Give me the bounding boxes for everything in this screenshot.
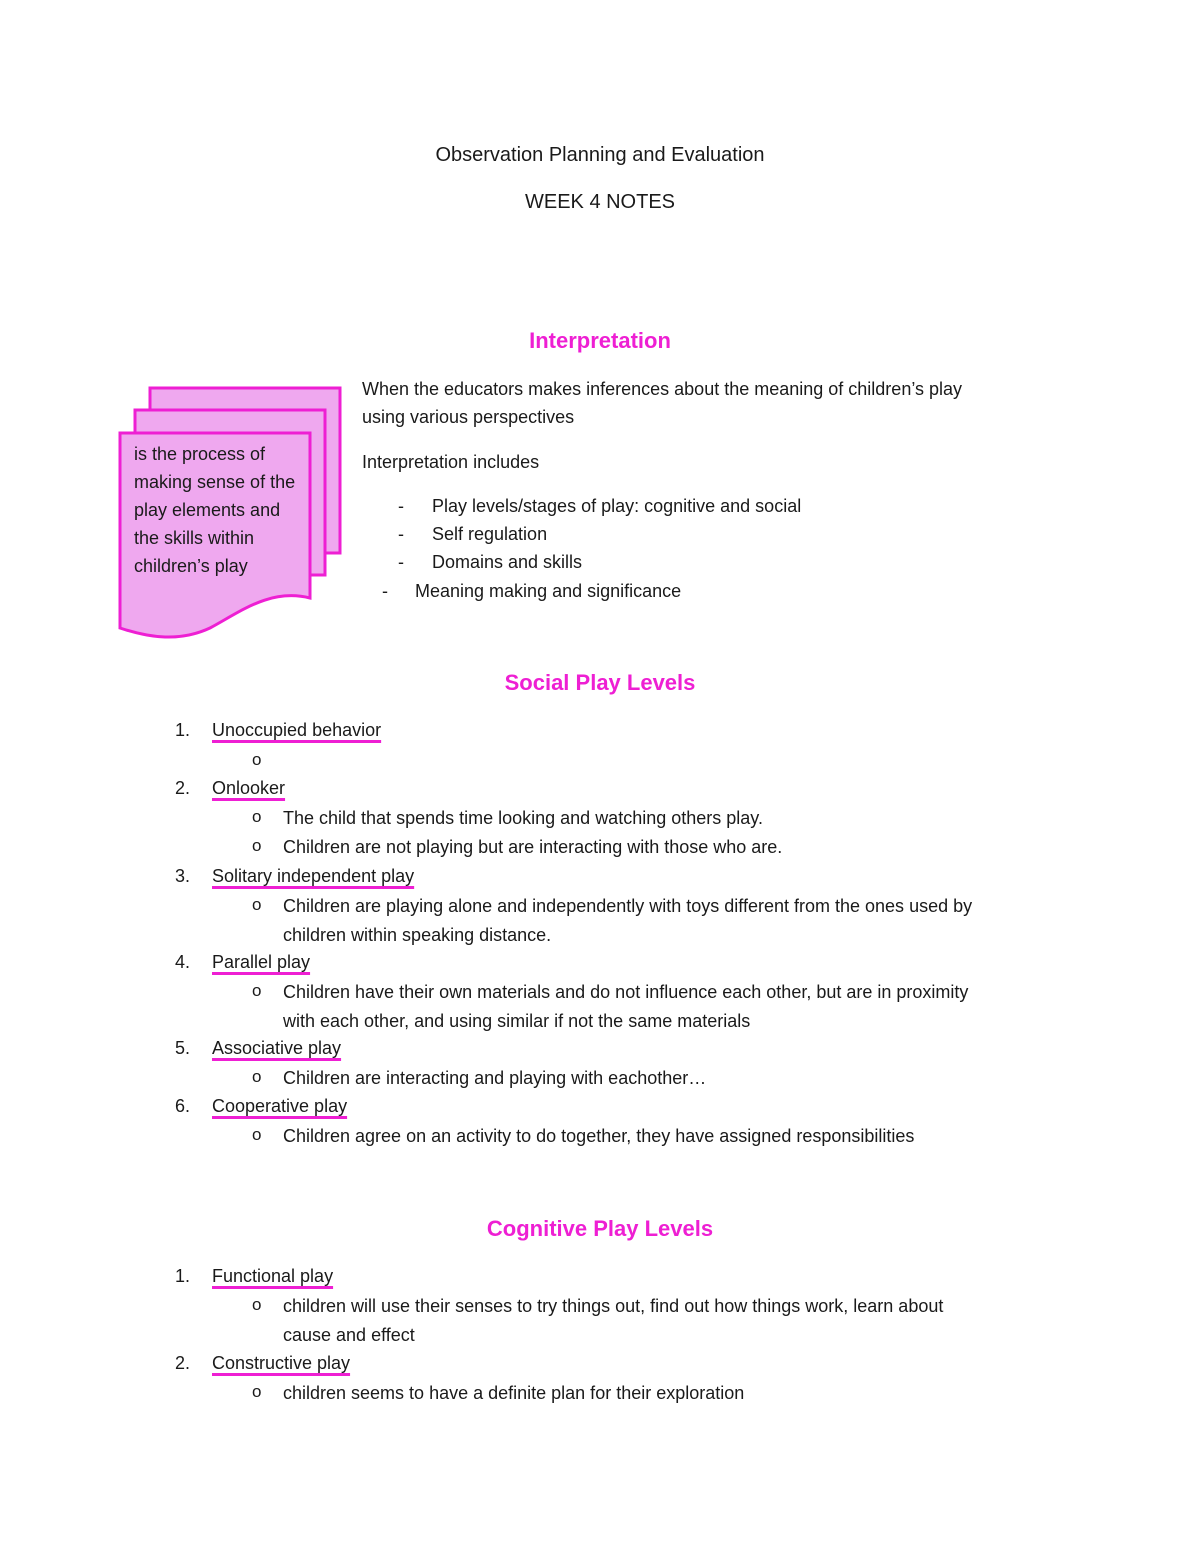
includes-dash: - <box>398 496 404 516</box>
bullet: o <box>252 807 262 826</box>
document-subtitle: WEEK 4 NOTES <box>524 191 676 213</box>
level-detail: with each other, and using similar if not the same materials <box>283 1011 751 1031</box>
bullet: o <box>252 981 262 1000</box>
social-level-title: Unoccupied behavior <box>212 720 382 740</box>
includes-item: Self regulation <box>432 524 548 544</box>
level-detail: Children have their own materials and do not influence each other, but are in proximity <box>283 982 969 1002</box>
list-number: 6. <box>175 1096 191 1116</box>
level-detail: The child that spends time looking and watching others play. <box>283 808 763 828</box>
level-detail: Children are not playing but are interacting with those who are. <box>283 837 783 857</box>
document-title: Observation Planning and Evaluation <box>435 144 765 166</box>
interpretation-intro-line1: When the educators makes inferences about the meaning of children’s play <box>362 379 963 399</box>
list-number: 1. <box>175 1266 191 1286</box>
interpretation-includes-label: Interpretation includes <box>362 452 540 472</box>
includes-item: Domains and skills <box>432 552 583 572</box>
cognitive-level-title: Functional play <box>212 1266 334 1286</box>
cognitive-level-title: Constructive play <box>212 1353 351 1373</box>
bullet: o <box>252 836 262 855</box>
includes-dash: - <box>382 581 388 601</box>
includes-dash: - <box>398 524 404 544</box>
social-level-title: Onlooker <box>212 778 286 798</box>
level-detail: children will use their senses to try things out, find out how things work, learn about <box>283 1296 944 1316</box>
list-number: 2. <box>175 1353 191 1373</box>
includes-item: Meaning making and significance <box>415 581 682 601</box>
level-detail: Children are interacting and playing with eachother… <box>283 1068 707 1088</box>
bullet: o <box>252 1125 262 1144</box>
cognitive-play-heading: Cognitive Play Levels <box>486 1216 714 1241</box>
level-detail: cause and effect <box>283 1325 415 1345</box>
list-number: 1. <box>175 720 191 740</box>
bullet: o <box>252 1067 262 1086</box>
social-level-title: Solitary independent play <box>212 866 415 886</box>
level-detail: Children are playing alone and independently with toys different from the ones used by <box>283 896 973 916</box>
includes-item: Play levels/stages of play: cognitive and social <box>432 496 802 516</box>
level-detail: children within speaking distance. <box>283 925 552 945</box>
level-detail: Children agree on an activity to do together, they have assigned responsibilities <box>283 1126 915 1146</box>
bullet: o <box>252 1295 262 1314</box>
list-number: 3. <box>175 866 191 886</box>
list-number: 2. <box>175 778 191 798</box>
callout-text: is the process of making sense of the play elements and the skills within children’s play <box>134 444 296 576</box>
bullet: o <box>252 1382 262 1401</box>
includes-dash: - <box>398 552 404 572</box>
list-number: 4. <box>175 952 191 972</box>
interpretation-intro-line2: using various perspectives <box>362 407 575 427</box>
bullet: o <box>252 895 262 914</box>
social-level-title: Associative play <box>212 1038 342 1058</box>
social-level-title: Parallel play <box>212 952 311 972</box>
list-number: 5. <box>175 1038 191 1058</box>
bullet: o <box>252 750 262 769</box>
social-level-title: Cooperative play <box>212 1096 348 1116</box>
social-play-heading: Social Play Levels <box>504 670 696 695</box>
level-detail: children seems to have a definite plan for their exploration <box>283 1383 745 1403</box>
interpretation-heading: Interpretation <box>529 328 671 353</box>
